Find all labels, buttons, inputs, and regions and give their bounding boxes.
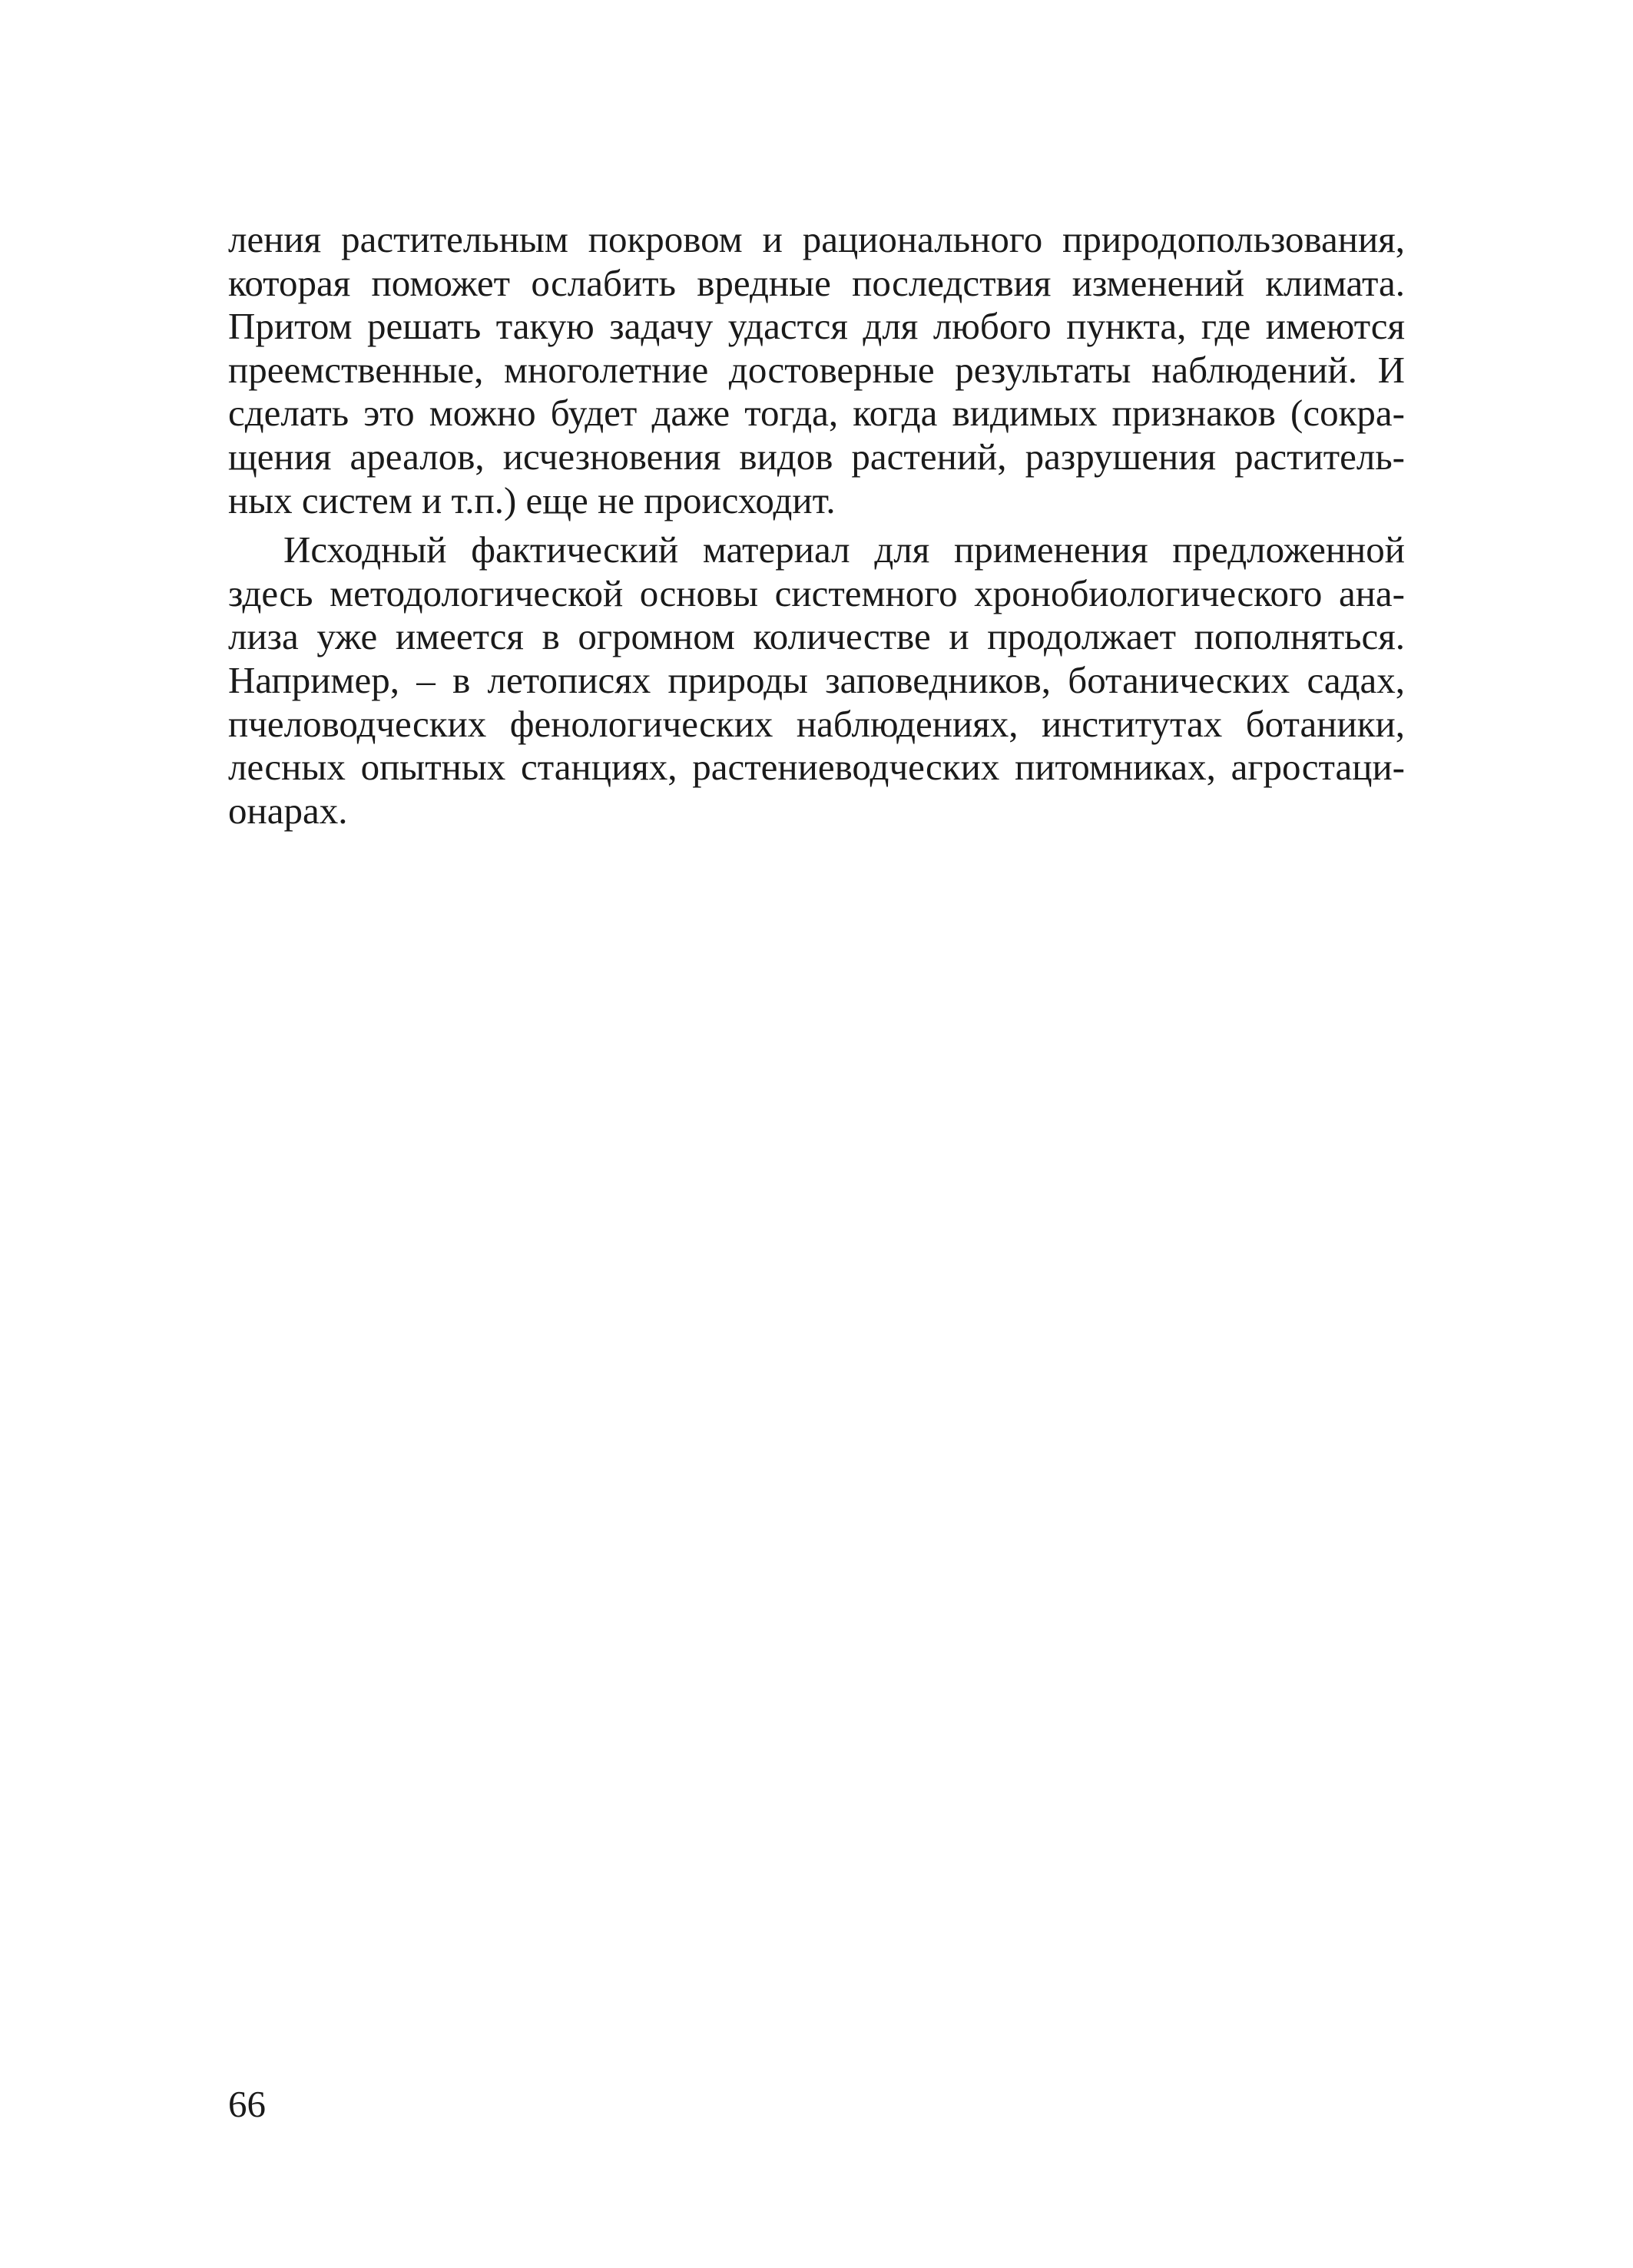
text-line: сделать это можно будет даже тогда, когда видимых признаков (сокра-	[228, 392, 1405, 435]
paragraph-1	[228, 218, 1405, 522]
text-line: здесь методологической основы системного хронобиологического ана-	[228, 571, 1405, 614]
text-line: Притом решать такую задачу удастся для любого пункта, где имеются	[228, 305, 1405, 348]
text-line: ления растительным покровом и рационального природопользования,	[228, 218, 1405, 260]
text-line: онарах.	[228, 789, 348, 832]
text-line: Исходный фактический материал для применения предложенной	[283, 528, 1405, 571]
text-line: пчеловодческих фенологических наблюдениях, институтах ботаники,	[228, 702, 1405, 745]
body-text	[228, 218, 1405, 833]
text-line: лиза уже имеется в огромном количестве и продолжает пополняться.	[228, 615, 1405, 658]
text-line: которая поможет ослабить вредные последствия изменений климата.	[228, 261, 1405, 304]
text-line: преемственные, многолетние достоверные результаты наблюдений. И	[228, 348, 1405, 391]
paragraph-2	[228, 528, 1405, 833]
text-line: ных систем и т.п.) еще не происходит.	[228, 478, 836, 521]
text-line: щения ареалов, исчезновения видов растений, разрушения раститель-	[228, 435, 1405, 478]
text-line: Например, – в летописях природы заповедников, ботанических садах,	[228, 658, 1405, 701]
page-number: 66	[228, 2083, 266, 2125]
text-line: лесных опытных станциях, растениеводческих питомниках, агростаци-	[228, 746, 1405, 789]
paragraph-gap	[228, 522, 1405, 528]
